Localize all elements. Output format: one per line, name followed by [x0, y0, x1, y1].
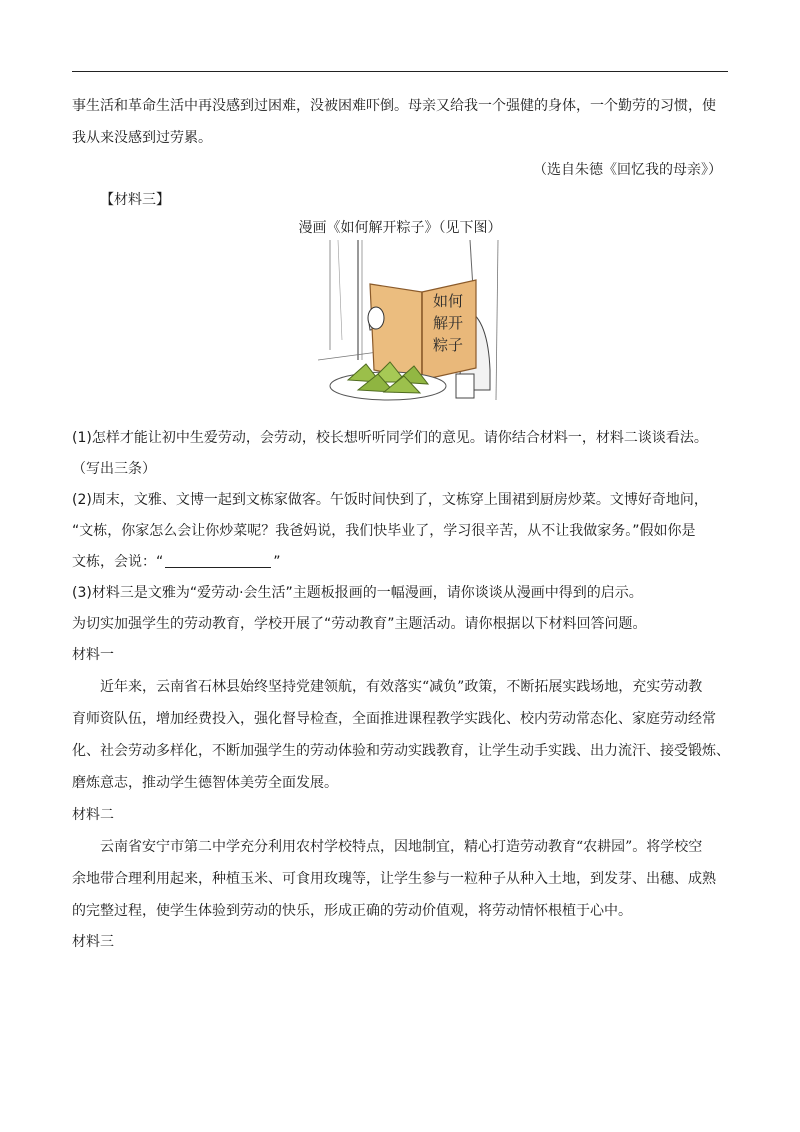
question-2-line2: “文栋，你家怎么会让你炒菜呢？我爸妈说，我们快毕业了，学习很辛苦，从不让我做家务。”假如你是 [72, 523, 696, 539]
comic-illustration [318, 240, 510, 404]
text-line: 事生活和革命生活中再没感到过困难，没被困难吓倒。母亲又给我一个强健的身体，一个勤劳的习惯，使 [72, 98, 716, 114]
material-one-text: 近年来，云南省石林县始终坚持党建领航，有效落实“减负”政策，不断拓展实践场地，充实劳动教 [100, 679, 703, 695]
question-1-note: （写出三条） [72, 461, 156, 477]
book-title-line: 解开 [432, 314, 464, 332]
material-three-heading-b: 材料三 [72, 934, 114, 950]
comic-caption: 漫画《如何解开粽子》（见下图） [298, 220, 502, 236]
question-1: (1)怎样才能让初中生爱劳动，会劳动，校长想听听同学们的意见。请你结合材料一，材料二谈谈看法。 [72, 430, 708, 446]
book-title-line: 粽子 [432, 336, 464, 354]
source-citation: （选自朱德《回忆我的母亲》） [533, 162, 722, 178]
intro-text: 为切实加强学生的劳动教育，学校开展了“劳动教育”主题活动。请你根据以下材料回答问题。 [72, 616, 647, 632]
answer-blank[interactable] [165, 553, 271, 568]
question-2-line3 [72, 552, 732, 572]
question-2-prompt: 文栋，会说：“ [72, 554, 164, 570]
question-2: (2)周末，文雅、文博一起到文栋家做客。午饭时间快到了，文栋穿上围裙到厨房炒菜。文博好奇地问， [72, 492, 708, 508]
material-one-text: 化、社会劳动多样化，不断加强学生的劳动体验和劳动实践教育，让学生动手实践、出力流汗、接受锻炼、 [72, 743, 730, 759]
material-one-text: 磨炼意志，推动学生德智体美劳全面发展。 [72, 775, 338, 791]
material-two-text: 余地带合理利用起来，种植玉米、可食用玫瑰等，让学生参与一粒种子从种入土地，到发芽、出穗、成熟 [72, 871, 716, 887]
material-two-heading: 材料二 [72, 807, 114, 823]
text-line: 我从来没感到过劳累。 [72, 130, 212, 146]
material-one-heading: 材料一 [72, 647, 114, 663]
cup-icon [456, 374, 474, 398]
material-three-heading: 【材料三】 [100, 192, 170, 208]
material-two-text: 云南省安宁市第二中学充分利用农村学校特点，因地制宜，精心打造劳动教育“农耕园”。将学校空 [100, 839, 703, 855]
closing-quote: ” [273, 554, 281, 570]
question-3: (3)材料三是文雅为“爱劳动·会生活”主题板报画的一幅漫画，请你谈谈从漫画中得到的启示。 [72, 585, 643, 601]
book-title-line: 如何 [432, 292, 464, 310]
header-rule [72, 71, 728, 72]
material-two-text: 的完整过程，使学生体验到劳动的快乐，形成正确的劳动价值观，将劳动情怀根植于心中。 [72, 903, 632, 919]
material-one-text: 育师资队伍，增加经费投入，强化督导检查，全面推进课程教学实践化、校内劳动常态化、家庭劳动经常 [72, 711, 716, 727]
